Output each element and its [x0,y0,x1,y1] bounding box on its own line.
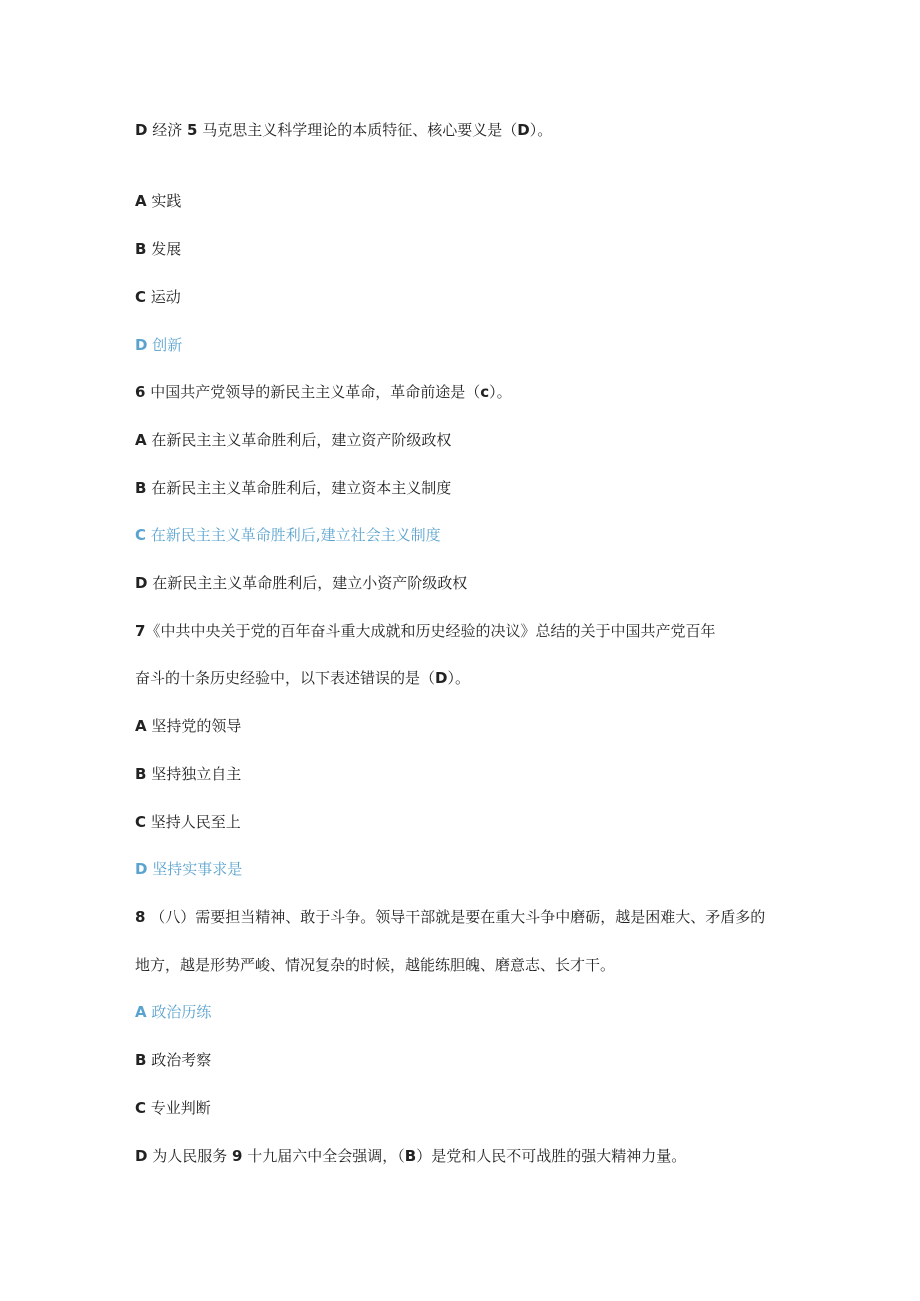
option-letter: C [135,1099,147,1117]
question-number: 7 [135,622,146,640]
option-c [135,286,181,308]
option-b [135,1049,211,1071]
option-b [135,477,451,499]
question-text: （八）需要担当精神、敢于斗争。领导干部就是要在重大斗争中磨砺，越是困难大、矛盾多的 [150,908,766,926]
option-text: 运动 [150,288,181,306]
option-text: 坚持实事求是 [152,860,243,878]
option-d-correct [135,858,242,880]
question-end: ）是党和人民不可战胜的强大精神力量。 [416,1147,687,1165]
option-letter: A [135,1003,147,1021]
question-end: ）。 [529,121,553,139]
option-text: 实践 [151,192,182,210]
option-letter: B [135,1051,147,1069]
option-text: 专业判断 [150,1099,211,1117]
option-letter: B [135,479,147,497]
option-text: 创新 [152,336,183,354]
question-end: ）。 [447,669,470,687]
answer-letter: D [517,121,530,139]
option-a [135,715,241,737]
option-text: 坚持党的领导 [151,717,242,735]
option-d [135,572,467,594]
question-7 [135,620,715,642]
question-end: ）。 [489,383,512,401]
question-number: 6 [135,383,146,401]
option-text: 在新民主主义革命胜利后，建立资本主义制度 [151,479,452,497]
question-text: 地方，越是形势严峻、情况复杂的时候，越能练胆魄、磨意志、长才干。 [135,956,616,974]
option-text: 发展 [151,240,182,258]
option-a-correct [135,1001,211,1023]
answer-letter: B [404,1147,417,1165]
option-a [135,429,451,451]
question-number: 5 [187,121,198,139]
option-letter: A [135,431,147,449]
option-letter: C [135,526,147,544]
option-a [135,190,181,212]
option-letter: D [135,574,148,592]
answer-letter: D [435,669,448,687]
line-text: 经济 [152,121,183,139]
option-letter: C [135,813,147,831]
question-number: 8 [135,908,146,926]
answer-letter: c [480,383,490,401]
question-text: 马克思主义科学理论的本质特征、核心要义是（ [202,121,518,139]
option-b [135,238,181,260]
option-text: 坚持人民至上 [150,813,241,831]
option-b [135,763,241,785]
question-9-line [135,1145,686,1167]
option-text: 政治考察 [151,1051,212,1069]
option-letter: B [135,765,147,783]
option-letter: B [135,240,147,258]
option-c [135,811,241,833]
option-c [135,1097,211,1119]
option-text: 在新民主主义革命胜利后，建立资产阶级政权 [151,431,452,449]
question-number: 9 [232,1147,243,1165]
option-text: 在新民主主义革命胜利后，建立小资产阶级政权 [152,574,468,592]
question-7-continued [135,667,470,689]
question-text: 中国共产党领导的新民主主义革命，革命前途是（ [150,383,481,401]
question-text: 《中共中央关于党的百年奋斗重大成就和历史经验的决议》总结的关于中国共产党百年 [145,622,716,640]
option-letter: C [135,288,147,306]
question-5-line [135,119,552,141]
option-c-correct [135,524,441,546]
option-letter: D [135,1147,148,1165]
option-text: 为人民服务 [152,1147,228,1165]
option-text: 政治历练 [151,1003,212,1021]
option-letter: A [135,192,147,210]
line-prefix: D [135,121,148,139]
question-8-continued [135,954,615,976]
option-text: 在新民主主义革命胜利后,建立社会主义制度 [150,526,441,544]
option-letter: A [135,717,147,735]
option-letter: D [135,336,148,354]
question-text: 奋斗的十条历史经验中，以下表述错误的是（ [135,669,436,687]
option-letter: D [135,860,148,878]
question-text: 十九届六中全会强调，（ [247,1147,405,1165]
question-8 [135,906,765,928]
option-text: 坚持独立自主 [151,765,242,783]
question-6 [135,381,512,403]
option-d-correct [135,334,182,356]
